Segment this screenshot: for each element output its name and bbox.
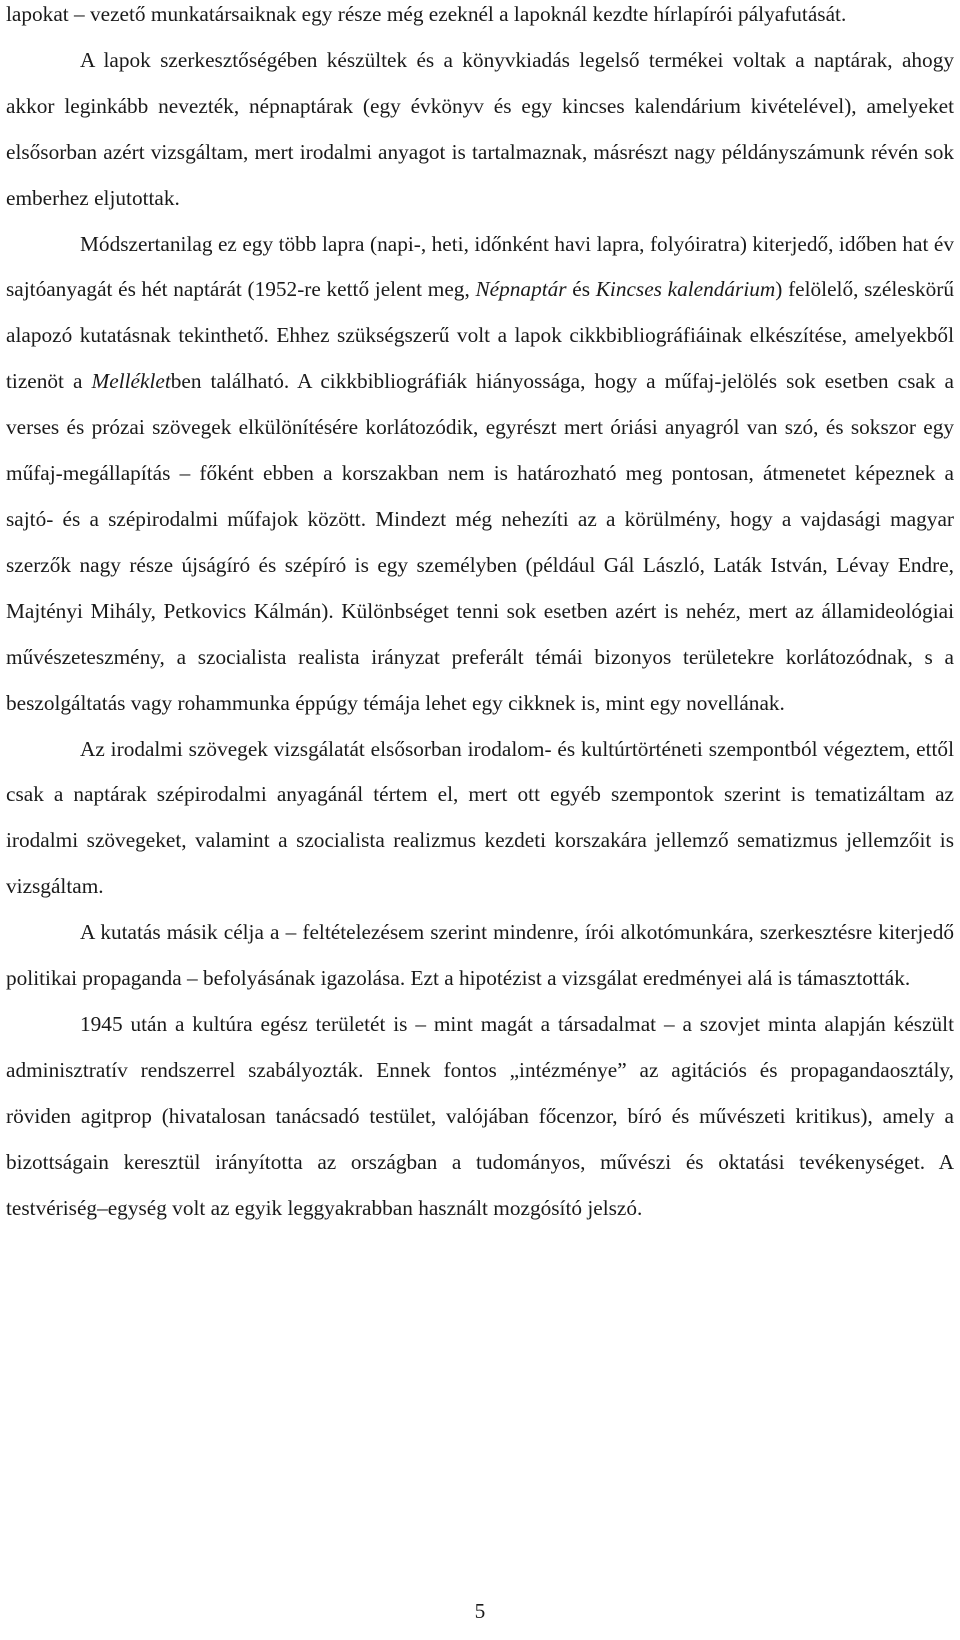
paragraph <box>6 1002 954 1232</box>
italic-text-span: Melléklet <box>91 369 171 394</box>
text-span: ) felölelő, széleskörű alapozó kutatásnak tekinthető. Ehhez szükségszerű volt a lapok cikkbibliográfiáinak elkészítése, amelyekből tizenöt a <box>6 277 955 394</box>
paragraph <box>6 727 954 911</box>
text-span: 1945 után a kultúra egész területét is – mint magát a társadalmat – a szovjet minta alapján készült adminisztratív rendszerrel szabályozták. Ennek fontos „intézménye” az agitációs és propagandaosztály, röviden agitprop (hivatalosan tanácsadó testület, valójában főcenzor, bíró és művészeti kritikus), amely a bizottságain keresztül irányította az országban a tudományos, művészi és oktatási tevékenységet. A testvériség–egység volt az egyik leggyakrabban használt mozgósító jelszó. <box>6 1011 954 1220</box>
paragraph <box>6 222 954 727</box>
italic-text-span: Kincses kalendárium <box>595 277 776 302</box>
paragraph <box>6 0 954 38</box>
text-span: A kutatás másik célja a – feltételezésem szerint mindenre, írói alkotómunkára, szerkesztésre kiterjedő politikai propaganda – befolyásának igazolása. Ezt a hipotézist a vizsgálat eredményei alá is támasztották. <box>6 920 954 991</box>
text-span: Az irodalmi szövegek vizsgálatát elsősorban irodalom- és kultúrtörténeti szempontból végeztem, ettől csak a naptárak szépirodalmi anyagánál tértem el, mert ott egyéb szempontok szerint is tematizáltam az irodalmi szövegeket, valamint a szocialista realizmus kezdeti korszakára jellemző sematizmus jellemzőit is vizsgáltam. <box>6 736 954 899</box>
body-text <box>6 0 954 1231</box>
paragraph <box>6 910 954 1002</box>
text-span: ben található. A cikkbibliográfiák hiányossága, hogy a műfaj-jelölés sok esetben csak a verses és prózai szövegek elkülönítésére korlátozódik, egyrészt mert óriási anyagról van szó, és sokszor egy műfaj-megállapítás – főként ebben a korszakban nem is határozható meg pontosan, átmenetet képeznek a sajtó- és a szépirodalmi műfajok között. Mindezt még nehezíti az a körülmény, hogy a vajdasági magyar szerzők nagy része újságíró és szépíró is egy személyben (például Gál László, Laták István, Lévay Endre, Majtényi Mihály, Petkovics Kálmán). Különbséget tenni sok esetben azért is nehéz, mert az államideológiai művészeteszmény, a szocialista realista irányzat preferált témái bizonyos területekre korlátozódnak, s a beszolgáltatás vagy rohammunka éppúgy témája lehet egy cikknek is, mint egy novellának. <box>6 369 954 715</box>
paragraph <box>6 38 954 222</box>
page-number: 5 <box>474 1599 486 1623</box>
text-span: lapokat – vezető munkatársaiknak egy része még ezeknél a lapoknál kezdte hírlapírói pályafutását. <box>6 2 847 26</box>
italic-text-span: Népnaptár <box>475 277 567 302</box>
text-span: A lapok szerkesztőségében készültek és a könyvkiadás legelső termékei voltak a naptárak, ahogy akkor leginkább nevezték, népnaptárak (egy évkönyv és egy kincses kalendárium kivételével), amelyeket elsősorban azért vizsgáltam, mert irodalmi anyagot is tartalmaznak, másrészt nagy példányszámunk révén sok emberhez eljutottak. <box>6 47 954 210</box>
text-span: és <box>566 277 596 302</box>
text-span: Módszertanilag ez egy több lapra (napi-, heti, időnként havi lapra, folyóiratra) kiterjedő, időben hat év sajtóanyagát és hét naptárát (1952-re kettő jelent meg, <box>6 231 954 302</box>
